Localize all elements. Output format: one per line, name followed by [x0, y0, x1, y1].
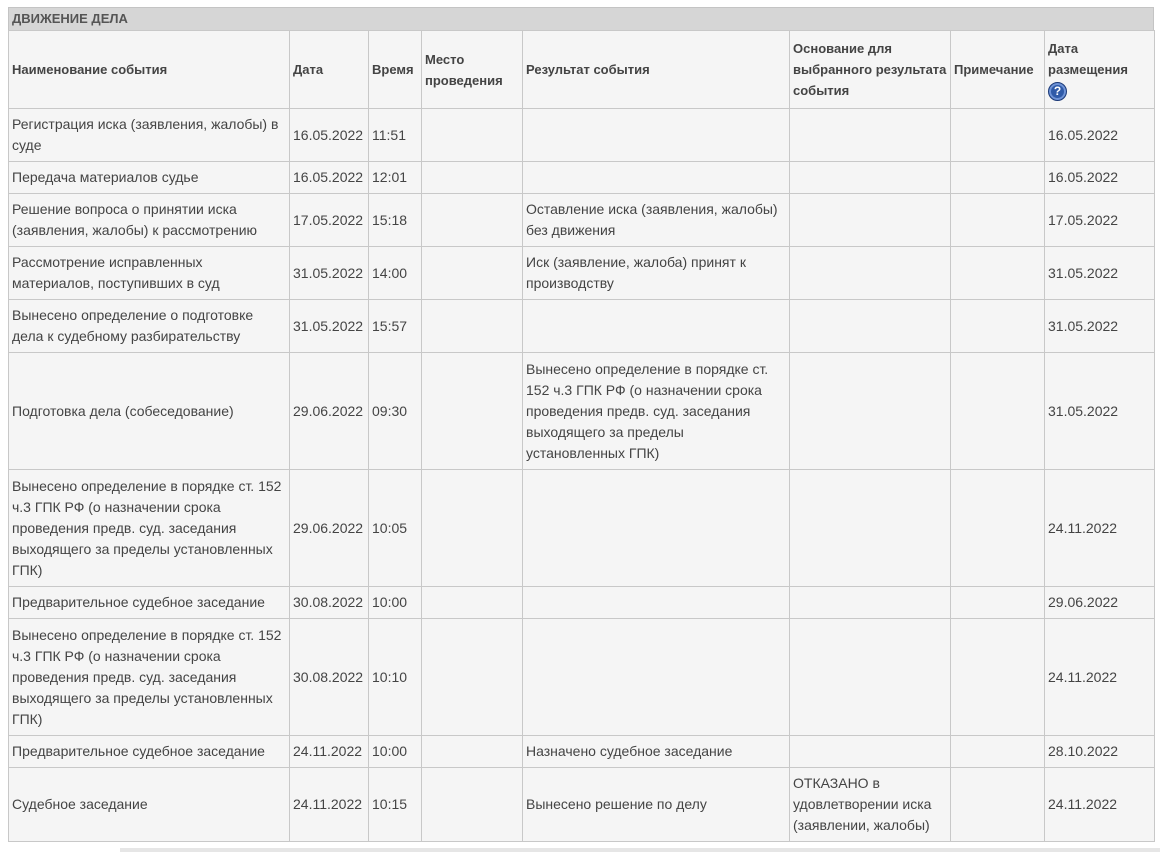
note-cell — [951, 109, 1045, 162]
help-icon[interactable]: ? — [1048, 82, 1067, 101]
table-row — [9, 619, 1155, 736]
col-header-posted — [1045, 31, 1155, 109]
place-cell — [422, 587, 523, 619]
time-cell: 10:15 — [369, 768, 422, 842]
place-cell — [422, 768, 523, 842]
event-name-cell: Решение вопроса о принятии иска (заявления, жалобы) к рассмотрению — [9, 194, 290, 247]
time-cell: 10:10 — [369, 619, 422, 736]
posted-date-cell: 17.05.2022 — [1045, 194, 1155, 247]
basis-cell — [790, 619, 951, 736]
basis-cell — [790, 353, 951, 470]
note-cell — [951, 162, 1045, 194]
date-cell: 17.05.2022 — [290, 194, 369, 247]
note-cell — [951, 353, 1045, 470]
note-cell — [951, 247, 1045, 300]
event-name-cell: Вынесено определение о подготовке дела к судебному разбирательству — [9, 300, 290, 353]
table-row — [9, 736, 1155, 768]
table-row — [9, 247, 1155, 300]
section-title: ДВИЖЕНИЕ ДЕЛА — [8, 7, 1154, 30]
table-row — [9, 109, 1155, 162]
result-cell: Иск (заявление, жалоба) принят к производству — [523, 247, 790, 300]
table-row — [9, 353, 1155, 470]
place-cell — [422, 619, 523, 736]
result-cell: Оставление иска (заявления, жалобы) без движения — [523, 194, 790, 247]
basis-cell: ОТКАЗАНО в удовлетворении иска (заявлении, жалобы) — [790, 768, 951, 842]
time-cell: 11:51 — [369, 109, 422, 162]
result-cell: Вынесено определение в порядке ст. 152 ч.3 ГПК РФ (о назначении срока проведения предв. суд. заседания выходящего за пределы установленных ГПК) — [523, 353, 790, 470]
posted-date-cell: 31.05.2022 — [1045, 300, 1155, 353]
event-name-cell: Судебное заседание — [9, 768, 290, 842]
event-name-cell: Регистрация иска (заявления, жалобы) в суде — [9, 109, 290, 162]
time-cell: 12:01 — [369, 162, 422, 194]
col-header-event-name: Наименование события — [9, 31, 290, 109]
table-row — [9, 194, 1155, 247]
basis-cell — [790, 470, 951, 587]
basis-cell — [790, 162, 951, 194]
table-row — [9, 587, 1155, 619]
event-name-cell: Вынесено определение в порядке ст. 152 ч.3 ГПК РФ (о назначении срока проведения предв. суд. заседания выходящего за пределы установленных ГПК) — [9, 619, 290, 736]
place-cell — [422, 353, 523, 470]
time-cell: 10:05 — [369, 470, 422, 587]
time-cell: 10:00 — [369, 736, 422, 768]
table-row — [9, 470, 1155, 587]
posted-date-cell: 29.06.2022 — [1045, 587, 1155, 619]
note-cell — [951, 619, 1045, 736]
col-header-result: Результат события — [523, 31, 790, 109]
horizontal-scroll-track[interactable] — [120, 848, 1160, 852]
case-movement-panel — [8, 7, 1154, 842]
event-name-cell: Рассмотрение исправленных материалов, поступивших в суд — [9, 247, 290, 300]
date-cell: 29.06.2022 — [290, 353, 369, 470]
time-cell: 15:18 — [369, 194, 422, 247]
time-cell: 15:57 — [369, 300, 422, 353]
posted-date-cell: 16.05.2022 — [1045, 162, 1155, 194]
table-header-row — [9, 31, 1155, 109]
date-cell: 24.11.2022 — [290, 768, 369, 842]
basis-cell — [790, 194, 951, 247]
table-row — [9, 162, 1155, 194]
posted-date-cell: 31.05.2022 — [1045, 353, 1155, 470]
posted-date-cell: 31.05.2022 — [1045, 247, 1155, 300]
posted-date-cell: 24.11.2022 — [1045, 619, 1155, 736]
posted-date-cell: 28.10.2022 — [1045, 736, 1155, 768]
note-cell — [951, 300, 1045, 353]
date-cell: 30.08.2022 — [290, 619, 369, 736]
event-name-cell: Передача материалов судье — [9, 162, 290, 194]
col-header-note: Примечание — [951, 31, 1045, 109]
place-cell — [422, 109, 523, 162]
basis-cell — [790, 587, 951, 619]
note-cell — [951, 194, 1045, 247]
result-cell — [523, 619, 790, 736]
result-cell: Вынесено решение по делу — [523, 768, 790, 842]
result-cell — [523, 587, 790, 619]
result-cell — [523, 162, 790, 194]
note-cell — [951, 736, 1045, 768]
note-cell — [951, 768, 1045, 842]
place-cell — [422, 247, 523, 300]
event-name-cell: Вынесено определение в порядке ст. 152 ч.3 ГПК РФ (о назначении срока проведения предв. суд. заседания выходящего за пределы установленных ГПК) — [9, 470, 290, 587]
col-header-basis: Основание для выбранного результата события — [790, 31, 951, 109]
date-cell: 24.11.2022 — [290, 736, 369, 768]
result-cell: Назначено судебное заседание — [523, 736, 790, 768]
basis-cell — [790, 247, 951, 300]
place-cell — [422, 300, 523, 353]
basis-cell — [790, 736, 951, 768]
result-cell — [523, 300, 790, 353]
time-cell: 09:30 — [369, 353, 422, 470]
time-cell: 14:00 — [369, 247, 422, 300]
case-events-table — [8, 30, 1155, 842]
table-row — [9, 300, 1155, 353]
place-cell — [422, 194, 523, 247]
event-name-cell: Предварительное судебное заседание — [9, 736, 290, 768]
posted-date-cell: 24.11.2022 — [1045, 470, 1155, 587]
note-cell — [951, 470, 1045, 587]
date-cell: 31.05.2022 — [290, 300, 369, 353]
basis-cell — [790, 300, 951, 353]
basis-cell — [790, 109, 951, 162]
date-cell: 16.05.2022 — [290, 109, 369, 162]
place-cell — [422, 470, 523, 587]
date-cell: 30.08.2022 — [290, 587, 369, 619]
date-cell: 29.06.2022 — [290, 470, 369, 587]
table-body — [9, 109, 1155, 842]
date-cell: 16.05.2022 — [290, 162, 369, 194]
place-cell — [422, 736, 523, 768]
time-cell: 10:00 — [369, 587, 422, 619]
result-cell — [523, 470, 790, 587]
posted-date-cell: 24.11.2022 — [1045, 768, 1155, 842]
event-name-cell: Подготовка дела (собеседование) — [9, 353, 290, 470]
event-name-cell: Предварительное судебное заседание — [9, 587, 290, 619]
posted-date-cell: 16.05.2022 — [1045, 109, 1155, 162]
col-header-time: Время — [369, 31, 422, 109]
result-cell — [523, 109, 790, 162]
table-row — [9, 768, 1155, 842]
note-cell — [951, 587, 1045, 619]
col-header-date: Дата — [290, 31, 369, 109]
col-header-posted-label: Дата размещения — [1048, 40, 1128, 77]
place-cell — [422, 162, 523, 194]
date-cell: 31.05.2022 — [290, 247, 369, 300]
col-header-place: Место проведения — [422, 31, 523, 109]
